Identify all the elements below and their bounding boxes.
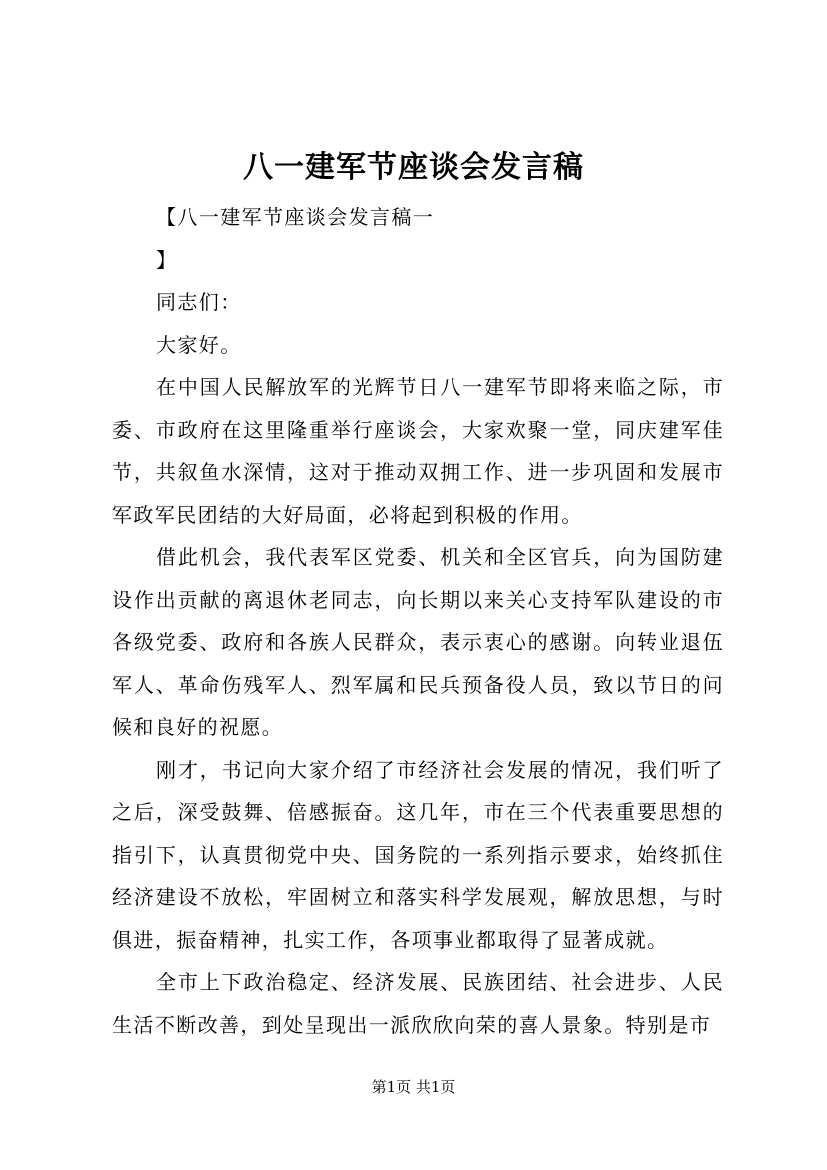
paragraph-heading-open: 【八一建军节座谈会发言稿一 [156, 205, 435, 229]
paragraph-greeting: 大家好。 [156, 332, 242, 357]
page-footer: 第1页 共1页 [371, 1078, 456, 1096]
paragraph-salutation: 同志们： [156, 290, 242, 314]
document-title: 八一建军节座谈会发言稿 [243, 150, 584, 185]
paragraph-heading-close: 】 [156, 247, 178, 272]
paragraph-progress: 全市上下政治稳定、经济发展、民族团结、社会进步、人民生活不断改善，到处呈现出一派欣欣向荣的喜人景象。特别是市 [112, 970, 724, 1037]
paragraph-opening: 在中国人民解放军的光辉节日八一建军节即将来临之际，市委、市政府在这里隆重举行座谈会，大家欢聚一堂，同庆建军佳节，共叙鱼水深情，这对于推动双拥工作、进一步巩固和发展市军政军民团结的大好局面，必将起到积极的作用。 [112, 375, 724, 527]
paragraph-thanks: 借此机会，我代表军区党委、机关和全区官兵，向为国防建设作出贡献的离退休老同志，向长期以来关心支持军队建设的市各级党委、政府和各族人民群众，表示衷心的感谢。向转业退伍军人、革命伤残军人、烈军属和民兵预备役人员，致以节日的问候和良好的祝愿。 [112, 545, 724, 739]
document-body [112, 196, 724, 1046]
paragraph-achievements: 刚才，书记向大家介绍了市经济社会发展的情况，我们听了之后，深受鼓舞、倍感振奋。这几年，市在三个代表重要思想的指引下，认真贯彻党中央、国务院的一系列指示要求，始终抓住经济建设不放松，牢固树立和落实科学发展观，解放思想，与时俱进，振奋精神，扎实工作，各项事业都取得了显著成就。 [112, 757, 724, 952]
